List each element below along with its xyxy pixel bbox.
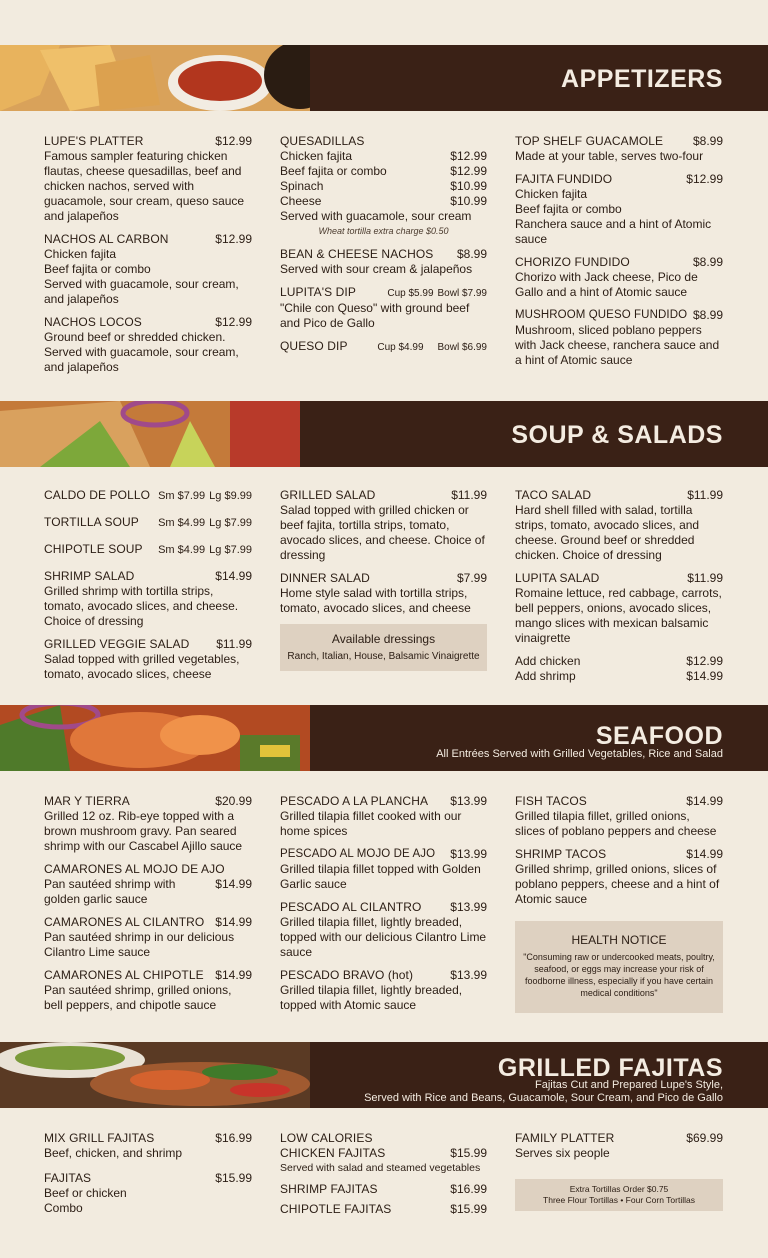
health-notice-title: HEALTH NOTICE (571, 933, 667, 947)
menu-item: PESCADO AL CILANTRO $13.99 Grilled tilapia fillet, lightly breaded, topped with our delicious Cilantro Lime sauce (280, 900, 487, 959)
menu-item: LUPITA'S DIP Cup $5.99 Bowl $7.99 "Chile con Queso" with ground beef and Pico de Gallo (280, 285, 487, 330)
fajitas-title: GRILLED FAJITAS (497, 1054, 723, 1082)
menu-item: CAMARONES AL MOJO DE AJO Pan sautéed shrimp with golden garlic sauce $14.99 (44, 862, 252, 906)
seafood-col-1 (44, 794, 252, 1021)
menu-item: PESCADO BRAVO (hot) $13.99 Grilled tilapia fillet, lightly breaded, topped with Atomic sauce (280, 968, 487, 1012)
dressings-list: Ranch, Italian, House, Balsamic Vinaigrette (287, 651, 480, 662)
health-notice-text: "Consuming raw or undercooked meats, poultry, seafood, or eggs may increase your risk of foodborne illness, especially if you have certain medical conditions" (523, 952, 715, 998)
appetizers-banner (0, 45, 768, 111)
fajitas-subtitle-2: Served with Rice and Beans, Guacamole, Sour Cream, and Pico de Gallo (364, 1092, 723, 1104)
menu-item: NACHOS AL CARBON $12.99 Chicken fajita Beef fajita or combo Served with guacamole, sour cream, and jalapeños (44, 232, 252, 306)
tortillas-line-2: Three Flour Tortillas • Four Corn Tortillas (543, 1195, 695, 1205)
menu-item: LOW CALORIES CHICKEN FAJITAS $15.99 Served with salad and steamed vegetables (280, 1131, 487, 1174)
menu-item: SHRIMP FAJITAS $16.99 (280, 1182, 487, 1196)
seafood-title: SEAFOOD (595, 722, 723, 750)
soup-item: TORTILLA SOUP Sm $4.99 Lg $7.99 (44, 515, 252, 529)
appetizers-col-1 (44, 134, 252, 383)
addons: Add chicken $12.99 Add shrimp $14.99 (515, 654, 723, 683)
seafood-subtitle: All Entrées Served with Grilled Vegetables, Rice and Salad (436, 748, 723, 760)
menu-item: FAJITA FUNDIDO $12.99 Chicken fajita Beef fajita or combo Ranchera sauce and a hint of Atomic sauce (515, 172, 723, 246)
menu-item: PESCADO A LA PLANCHA $13.99 Grilled tilapia fillet cooked with our home spices (280, 794, 487, 838)
soups-col-3 (515, 488, 723, 692)
menu-item: MIX GRILL FAJITAS $16.99 Beef, chicken, and shrimp (44, 1131, 252, 1160)
appetizers-title: APPETIZERS (561, 65, 723, 93)
soups-col-1 (44, 488, 252, 690)
appetizers-col-3 (515, 134, 723, 376)
menu-item: MUSHROOM QUESO FUNDIDO $8.99 Mushroom, sliced poblano peppers with Jack cheese, ranchera sauce and a hint of Atomic sauce (515, 308, 723, 367)
menu-item: GRILLED SALAD $11.99 Salad topped with grilled chicken or beef fajita, tortilla strips, tomato, avocado slices, and cheese. Choice of dressing (280, 488, 487, 562)
fajitas-col-1 (44, 1131, 252, 1224)
seafood-photo (0, 705, 332, 771)
menu-item: SHRIMP SALAD $14.99 Grilled shrimp with tortilla strips, tomato, avocado slices, and cheese. Choice of dressing (44, 569, 252, 628)
menu-item: CAMARONES AL CHIPOTLE $14.99 Pan sautéed shrimp, grilled onions, bell peppers, and chipotle sauce (44, 968, 252, 1012)
menu-item: QUESO DIP Cup $4.99 Bowl $6.99 (280, 339, 487, 353)
fajitas-col-2 (280, 1131, 487, 1225)
menu-item: CHIPOTLE FAJITAS $15.99 (280, 1202, 487, 1216)
menu-item: TOP SHELF GUACAMOLE $8.99 Made at your table, serves two-four (515, 134, 723, 163)
tortillas-box (515, 1179, 723, 1211)
appetizers-photo (0, 45, 332, 111)
menu-item: CHORIZO FUNDIDO $8.99 Chorizo with Jack cheese, Pico de Gallo and a hint of Atomic sauce (515, 255, 723, 299)
menu-item: DINNER SALAD $7.99 Home style salad with tortilla strips, tomato, avocado slices, and cheese (280, 571, 487, 615)
menu-item: SHRIMP TACOS $14.99 Grilled shrimp, grilled onions, slices of poblano peppers, cheese and a hint of Atomic sauce (515, 847, 723, 906)
menu-item: MAR Y TIERRA $20.99 Grilled 12 oz. Rib-eye topped with a brown mushroom gravy. Pan seared shrimp with our Cascabel Ajillo sauce (44, 794, 252, 853)
tortillas-line-1: Extra Tortillas Order $0.75 (569, 1184, 669, 1194)
soup-item: CHIPOTLE SOUP Sm $4.99 Lg $7.99 (44, 542, 252, 556)
menu-item: CAMARONES AL CILANTRO $14.99 Pan sautéed shrimp in our delicious Cilantro Lime sauce (44, 915, 252, 959)
menu-item: FAMILY PLATTER $69.99 Serves six people (515, 1131, 723, 1160)
fajitas-subtitle-1: Fajitas Cut and Prepared Lupe's Style, (535, 1079, 723, 1091)
fajitas-banner (0, 1042, 768, 1108)
menu-item: LUPE'S PLATTER $12.99 Famous sampler featuring chicken flautas, cheese quesadillas, beef and chicken nachos, served with guacamole, sour cream, queso sauce and jalapeños (44, 134, 252, 223)
menu-item: NACHOS LOCOS $12.99 Ground beef or shredded chicken. Served with guacamole, sour cream, and jalapeños (44, 315, 252, 374)
seafood-col-3 (515, 794, 723, 1013)
health-notice-box (515, 921, 723, 1013)
dressings-box (280, 624, 487, 671)
menu-item: PESCADO AL MOJO DE AJO $13.99 Grilled tilapia fillet topped with Golden Garlic sauce (280, 847, 487, 891)
menu-item: BEAN & CHEESE NACHOS $8.99 Served with sour cream & jalapeños (280, 247, 487, 276)
soups-photo (0, 401, 332, 467)
fajitas-col-3 (515, 1131, 723, 1211)
soups-banner (0, 401, 768, 467)
soups-col-2 (280, 488, 487, 671)
menu-item: FISH TACOS $14.99 Grilled tilapia fillet, grilled onions, slices of poblano peppers and cheese (515, 794, 723, 838)
quesadillas-item: QUESADILLAS Chicken fajita $12.99 Beef fajita or combo $12.99 Spinach $10.99 Cheese $10.99 Served with guacamole, sour cream Wheat tortilla extra charge $0.50 (280, 134, 487, 239)
tortilla-note: Wheat tortilla extra charge $0.50 (318, 226, 449, 236)
seafood-banner (0, 705, 768, 771)
soups-title: SOUP & SALADS (511, 421, 723, 449)
fajitas-photo (0, 1042, 332, 1108)
menu-item: TACO SALAD $11.99 Hard shell filled with salad, tortilla strips, tomato, avocado slices, and cheese. Ground beef or shredded chicken. Choice of dressing (515, 488, 723, 562)
seafood-col-2 (280, 794, 487, 1021)
menu-item: LUPITA SALAD $11.99 Romaine lettuce, red cabbage, carrots, bell peppers, onions, avocado slices, mango slices with mexican balsamic vinaigrette (515, 571, 723, 645)
menu-item: FAJITAS $15.99 Beef or chicken Combo (44, 1171, 252, 1215)
menu-item: GRILLED VEGGIE SALAD $11.99 Salad topped with grilled vegetables, tomato, avocado slices, cheese (44, 637, 252, 681)
soup-item: CALDO DE POLLO Sm $7.99 Lg $9.99 (44, 488, 252, 502)
appetizers-col-2 (280, 134, 487, 363)
dressings-title: Available dressings (331, 632, 436, 646)
